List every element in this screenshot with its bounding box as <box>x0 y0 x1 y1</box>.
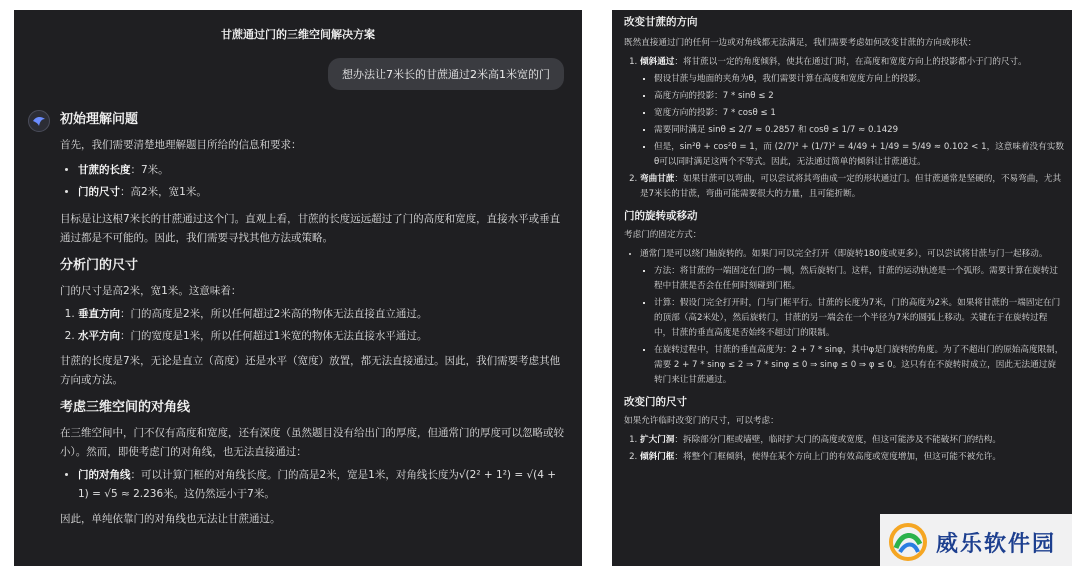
sub-item: ▪ 在旋转过程中，甘蔗的垂直高度为：2 + 7 * sinφ，其中φ是门旋转的角度。为了不超出门的原始高度限制，需要 2 + 7 * sinφ ≤ 2 ⇒ 7 * sinφ ≤ 0 ⇒ sinφ ≤ 0 ⇒ φ ≤ 0。这只有在不旋转时成立，因此无法通过旋转门来让甘蔗通过。 <box>654 343 1064 388</box>
item-label: 倾斜门框 <box>640 452 675 462</box>
paragraph: 因此，单纯依靠门的对角线也无法让甘蔗通过。 <box>60 513 281 525</box>
item-label: 水平方向 <box>78 330 120 342</box>
section-heading: 分析门的尺寸 <box>60 258 139 273</box>
assistant-response <box>60 110 570 529</box>
sub-item: ▪ 高度方向的投影：7 * sinθ ≤ 2 <box>654 89 1064 104</box>
watermark-text: 威乐软件园 <box>936 530 1057 557</box>
list-item <box>78 161 570 180</box>
item-text: ：拆除部分门框或墙壁，临时扩大门的高度或宽度，但这可能涉及不能破坏门的结构。 <box>674 435 1001 445</box>
item-label: 甘蔗的长度 <box>78 164 131 176</box>
list-item <box>78 327 570 346</box>
item-label: 门的尺寸 <box>78 186 120 198</box>
sub-item: ▪ 假设甘蔗与地面的夹角为θ，我们需要计算在高度和宽度方向上的投影。 <box>654 72 1064 87</box>
assistant-response-continued <box>624 14 1064 467</box>
paragraph: 首先，我们需要清楚地理解题目所给的信息和要求： <box>60 139 302 151</box>
conversation-title: 甘蔗通过门的三维空间解决方案 <box>221 28 375 41</box>
sub-item: ▪ 但是，sin²θ + cos²θ = 1，而 (2/7)² + (1/7)² = 4/49 + 1/49 = 5/49 ≈ 0.102 < 1，这意味着没有实数θ可以同时满足这两个不等式。因此，无法通过简单的倾斜让甘蔗通过。 <box>654 140 1064 170</box>
paragraph: 既然直接通过门的任何一边或对角线都无法满足，我们需要考虑如何改变甘蔗的方向或形状： <box>624 38 977 48</box>
assistant-logo-icon <box>28 110 50 132</box>
item-text: ：门的高度是2米，所以任何超过2米高的物体无法直接直立通过。 <box>120 308 428 320</box>
item-text: ：将整个门框倾斜，使得在某个方向上门的有效高度或宽度增加，但这可能不被允许。 <box>674 452 1001 462</box>
paragraph: 目标是让这根7米长的甘蔗通过这个门。直观上看，甘蔗的长度远远超过了门的高度和宽度，直接水平或垂直通过都是不可能的。因此，我们需要寻找其他方法或策略。 <box>60 213 561 244</box>
bullet-list <box>60 161 570 202</box>
section-heading: 改变甘蔗的方向 <box>624 16 698 28</box>
user-message-bubble: 想办法让7米长的甘蔗通过2米高1米宽的门 <box>328 58 564 90</box>
item-text: ：如果甘蔗可以弯曲，可以尝试将其弯曲成一定的形状通过门。但甘蔗通常是坚硬的，不易弯曲，尤其是7米长的甘蔗，弯曲可能需要很大的力量，且可能折断。 <box>640 174 1062 199</box>
item-text: ：高2米，宽1米。 <box>120 186 207 198</box>
right-chat-panel <box>612 10 1072 566</box>
numbered-list <box>624 433 1064 465</box>
sub-list <box>640 72 1064 170</box>
item-label: 垂直方向 <box>78 308 120 320</box>
section-heading: 改变门的尺寸 <box>624 396 687 408</box>
sub-item: ▪ 方法：将甘蔗的一端固定在门的一侧，然后旋转门。这样，甘蔗的运动轨迹是一个弧形。需要计算在旋转过程中甘蔗是否会在任何时刻碰到门框。 <box>654 264 1064 294</box>
item-label: 门的对角线 <box>78 469 131 481</box>
section-heading: 门的旋转或移动 <box>624 210 698 222</box>
left-chat-panel <box>14 10 582 566</box>
list-item <box>640 247 1064 388</box>
item-label: 扩大门洞 <box>640 435 675 445</box>
list-item <box>78 305 570 324</box>
sub-item: ▪ 宽度方向的投影：7 * cosθ ≤ 1 <box>654 106 1064 121</box>
sub-item: ▪ 需要同时满足 sinθ ≤ 2/7 ≈ 0.2857 和 cosθ ≤ 1/7 ≈ 0.1429 <box>654 123 1064 138</box>
numbered-list <box>60 305 570 346</box>
paragraph: 在三维空间中，门不仅有高度和宽度，还有深度（虽然题目没有给出门的厚度，但通常门的厚度可以忽略或较小）。然而，即使考虑门的对角线，也无法直接通过： <box>60 427 564 458</box>
item-text: ：7米。 <box>130 164 169 176</box>
paragraph: 甘蔗的长度是7米，无论是直立（高度）还是水平（宽度）放置，都无法直接通过。因此，我们需要考虑其他方向或方法。 <box>60 355 561 386</box>
item-text: ：可以计算门框的对角线长度。门的高是2米，宽是1米，对角线长度为√(2² + 1²) = √(4 + 1) = √5 ≈ 2.236米。这仍然远小于7米。 <box>78 469 557 500</box>
paragraph: 门的尺寸是高2米，宽1米。这意味着： <box>60 285 242 297</box>
section-heading: 初始理解问题 <box>60 112 139 127</box>
sub-item: ▪ 计算：假设门完全打开时，门与门框平行。甘蔗的长度为7米，门的高度为2米。如果将甘蔗的一端固定在门的顶部（高2米处），然后旋转门，甘蔗的另一端会在一个半径为7米的圆弧上移动。关键在于在旋转过程中，甘蔗的垂直高度是否始终不超过门的限制。 <box>654 296 1064 341</box>
paragraph: 考虑门的固定方式： <box>624 230 702 240</box>
list-item <box>78 183 570 202</box>
list-item <box>640 450 1064 465</box>
item-text: ：将甘蔗以一定的角度倾斜，使其在通过门时，在高度和宽度方向上的投影都小于门的尺寸。 <box>674 57 1027 67</box>
paragraph: 如果允许临时改变门的尺寸，可以考虑： <box>624 416 779 426</box>
bullet-list <box>624 247 1064 388</box>
bullet-list <box>60 466 570 504</box>
list-item <box>78 466 570 504</box>
item-label: 弯曲甘蔗 <box>640 174 675 184</box>
weile-logo-icon <box>888 522 928 562</box>
list-item <box>640 433 1064 448</box>
list-item <box>640 172 1064 202</box>
section-heading: 考虑三维空间的对角线 <box>60 400 191 415</box>
sub-list <box>640 264 1064 388</box>
item-label: 倾斜通过 <box>640 57 675 67</box>
numbered-list <box>624 55 1064 202</box>
watermark <box>880 514 1074 570</box>
item-text: 通常门是可以绕门轴旋转的。如果门可以完全打开（即旋转180度或更多），可以尝试将甘蔗与门一起移动。 <box>640 249 1048 259</box>
list-item <box>640 55 1064 170</box>
item-text: ：门的宽度是1米，所以任何超过1米宽的物体无法直接水平通过。 <box>120 330 428 342</box>
